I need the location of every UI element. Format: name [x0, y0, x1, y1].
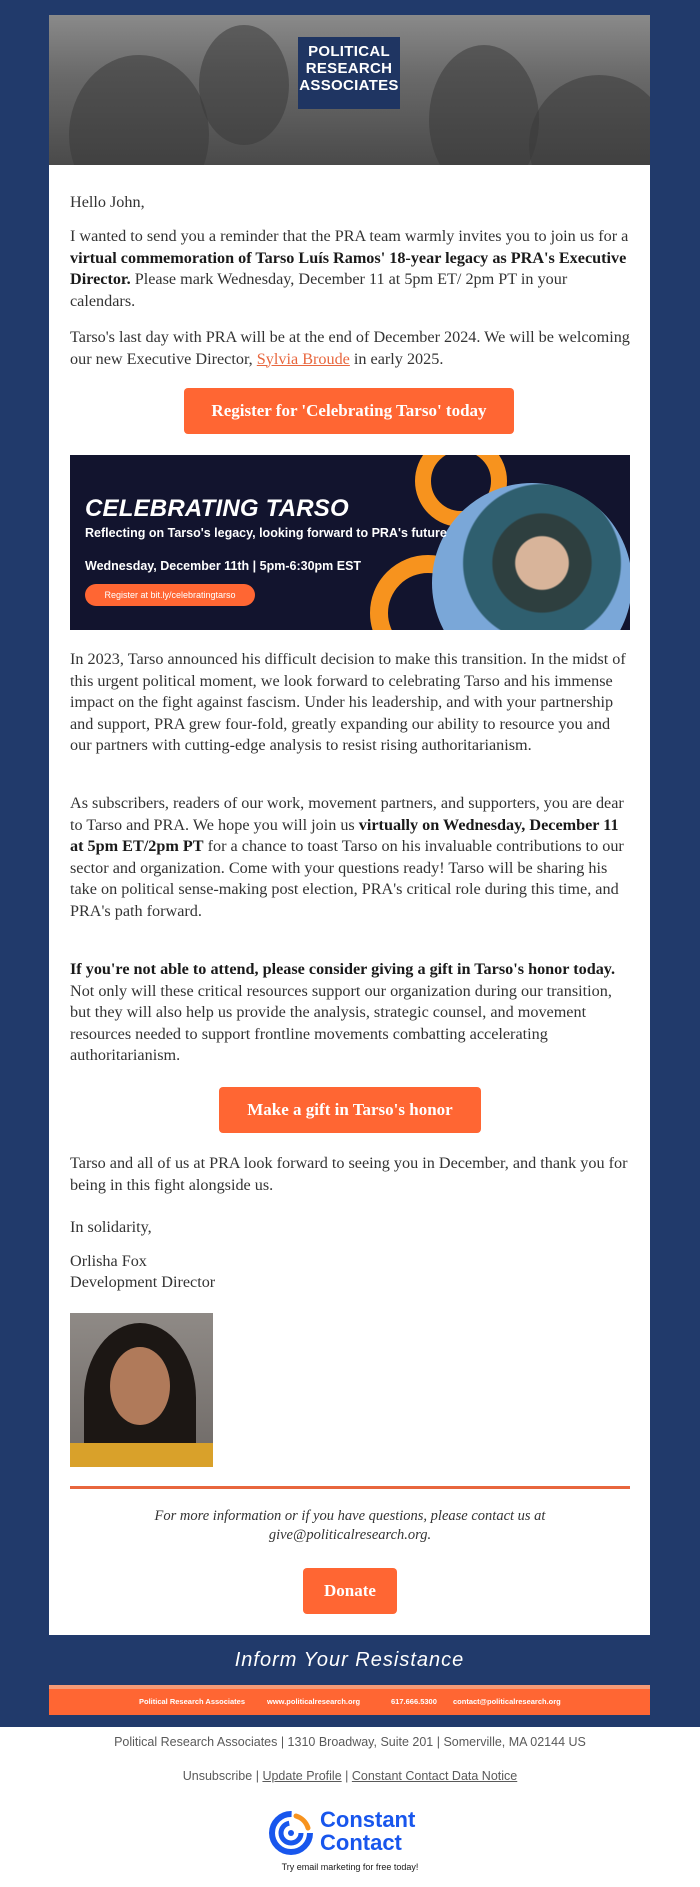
separator: |	[255, 1769, 259, 1783]
intro-p1-text-b: Please mark Wednesday, December 11 at 5pm ET/ 2pm PT in your calendars.	[70, 270, 568, 310]
data-notice-link[interactable]: Constant Contact Data Notice	[351, 1769, 518, 1783]
signer-role: Development Director	[70, 1273, 216, 1291]
contact-bar-site[interactable]: www.politicalresearch.org	[267, 1697, 361, 1706]
signer-name: Orlisha Fox	[70, 1252, 147, 1270]
contact-bar-org: Political Research Associates	[139, 1697, 246, 1706]
banner-date: Wednesday, December 11th | 5pm-6:30pm EST	[85, 559, 362, 573]
body-p4-text-b: for a chance to toast Tarso on his invaluable contributions to our sector and organization. Come with your questions ready! Tarso will be sharing his take on political sense-making post election, PRA's critical role during this time, and PRA's path forward.	[70, 837, 624, 920]
banner-register-pill: Register at bit.ly/celebratingtarso	[85, 584, 255, 606]
banner-subtitle: Reflecting on Tarso's legacy, looking forward to PRA's future	[85, 526, 447, 540]
body-p5-text: Not only will these critical resources support our organization during our transition, but they will also help us provide the analysis, strategic counsel, and movement resources needed to support frontline movements combatting accelerating authoritarianism.	[70, 981, 612, 1064]
body-p4-text-a: As subscribers, readers of our work, movement partners, and supporters, you are dear to Tarso and PRA. We hope you will join us	[70, 794, 624, 834]
body-paragraph-4	[70, 793, 630, 922]
hero-image	[49, 15, 650, 165]
intro-p2-text-b: in early 2025.	[349, 349, 444, 368]
closing-paragraph: Tarso and all of us at PRA look forward to seeing you in December, and thank you for being in this fight alongside us.	[70, 1154, 628, 1194]
constant-contact-wordmark	[320, 1808, 415, 1854]
body-p5-bold: If you're not able to attend, please consider giving a gift in Tarso's honor today.	[70, 960, 616, 978]
wordmark-line-1: Constant	[320, 1807, 416, 1832]
intro-p2-text-a: Tarso's last day with PRA will be at the end of December 2024. We will be welcoming our new Executive Director,	[70, 328, 630, 368]
logo-line-1: POLITICAL	[308, 43, 390, 60]
contact-note: For more information or if you have questions, please contact us at give@politicalresearch.org.	[154, 1508, 546, 1543]
intro-p1-text-a: I wanted to send you a reminder that the PRA team warmly invites you to join us for a	[70, 227, 629, 245]
email-card	[49, 15, 650, 1715]
register-button[interactable]: Register for 'Celebrating Tarso' today	[184, 388, 514, 434]
intro-paragraph-2	[70, 327, 630, 370]
celebrating-tarso-banner[interactable]	[70, 455, 630, 630]
intro-paragraph-1	[70, 226, 630, 312]
banner-title: CELEBRATING TARSO	[85, 495, 349, 522]
unsubscribe-link[interactable]: Unsubscribe	[182, 1769, 253, 1783]
contact-bar-email[interactable]: contact@politicalresearch.org	[453, 1697, 561, 1706]
separator: |	[345, 1769, 349, 1783]
signer-photo	[70, 1313, 213, 1467]
pra-logo	[298, 37, 400, 109]
contact-bar	[49, 1685, 650, 1715]
body-paragraph-5	[70, 959, 630, 1067]
signoff: In solidarity,	[70, 1218, 152, 1236]
logo-line-2: RESEARCH	[305, 60, 393, 77]
wordmark-line-2: Contact	[320, 1830, 402, 1855]
donate-button[interactable]: Donate	[303, 1568, 397, 1614]
constant-contact-icon	[268, 1810, 314, 1856]
footer-links	[0, 1769, 700, 1783]
gift-button[interactable]: Make a gift in Tarso's honor	[219, 1087, 481, 1133]
logo-line-3: ASSOCIATES	[299, 77, 399, 94]
update-profile-link[interactable]: Update Profile	[262, 1769, 342, 1783]
postal-address: Political Research Associates | 1310 Broadway, Suite 201 | Somerville, MA 02144 US	[114, 1735, 586, 1749]
sylvia-broude-link[interactable]: Sylvia Broude	[256, 349, 350, 368]
constant-contact-logo[interactable]	[268, 1808, 438, 1858]
footer-divider	[70, 1486, 630, 1489]
body-p4-bold: virtually on Wednesday, December 11 at 5pm ET/2pm PT	[70, 815, 619, 855]
greeting: Hello John,	[70, 193, 145, 211]
try-email-marketing-link[interactable]: Try email marketing for free today!	[281, 1862, 419, 1872]
inform-your-resistance-banner: Inform Your Resistance	[49, 1635, 650, 1685]
contact-bar-phone: 617.666.5300	[391, 1697, 437, 1706]
body-paragraph-3: In 2023, Tarso announced his difficult decision to make this transition. In the midst of this urgent political moment, we look forward to celebrating Tarso and his immense impact on the fight against fascism. Under his leadership, and with your partnership and support, PRA grew four-fold, greatly expanding our ability to resource you and our partners with cutting-edge analysis to resist rising authoritarianism.	[70, 650, 626, 754]
intro-p1-bold: virtual commemoration of Tarso Luís Ramos' 18-year legacy as PRA's Executive Director.	[70, 248, 627, 288]
